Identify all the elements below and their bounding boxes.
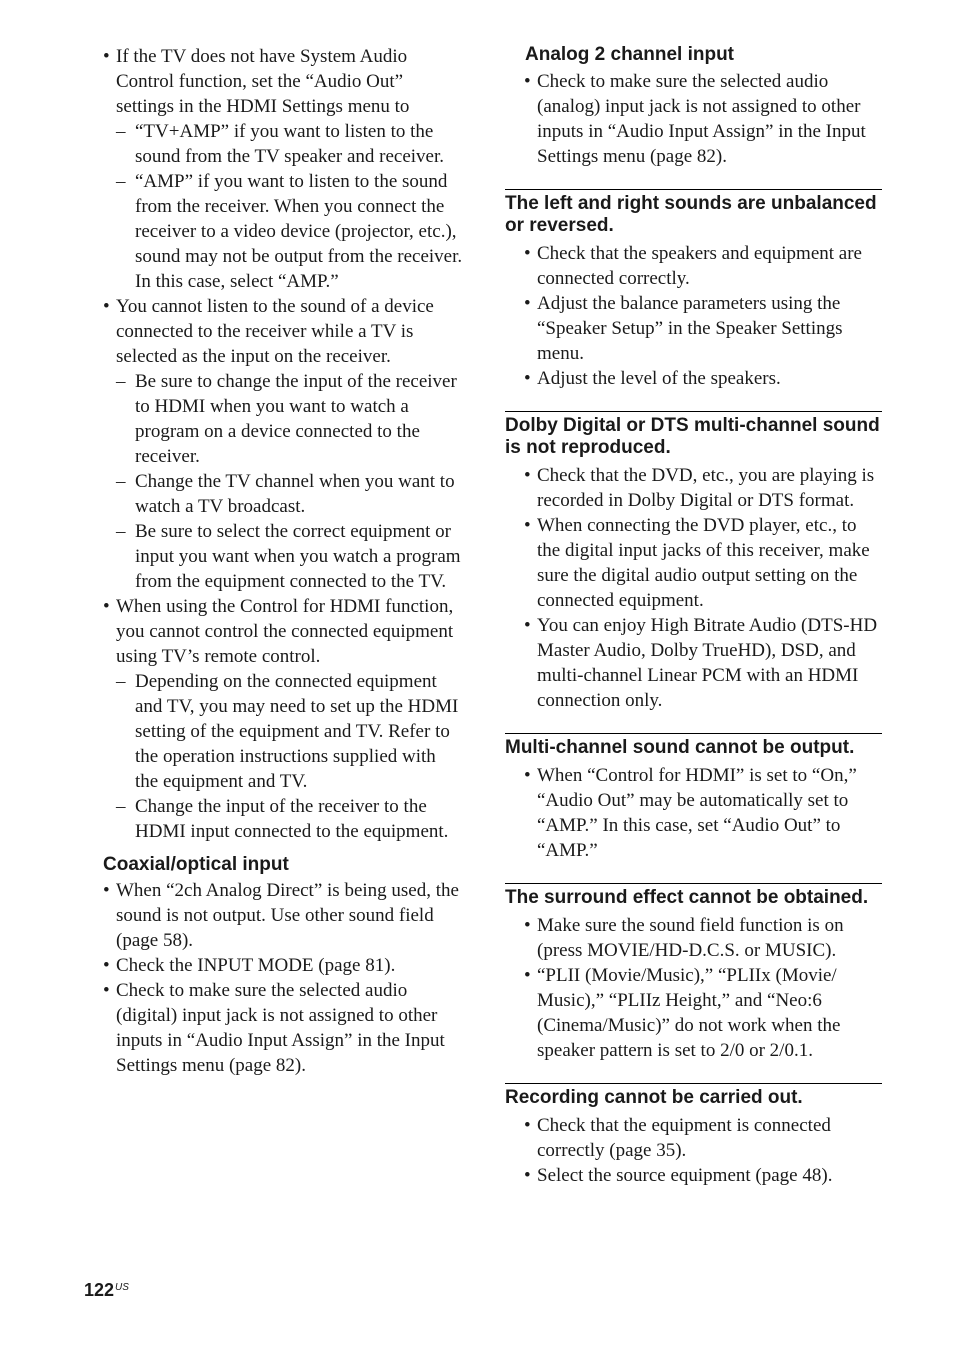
hdmi-subitem: – “TV+AMP” if you want to listen to the sound from the TV speaker and receiver. [103,119,463,169]
section-item: • Select the source equipment (page 48). [505,1163,882,1188]
section-heading: Multi-channel sound cannot be output. [505,737,855,758]
section-item: • You can enjoy High Bitrate Audio (DTS-HD Master Audio, Dolby TrueHD), DSD, and multi-channel Linear PCM with an HDMI connection only. [505,613,882,713]
coaxial-item: • Check the INPUT MODE (page 81). [103,953,463,978]
section-surround [505,883,882,1063]
hdmi-subitem: – Change the input of the receiver to the HDMI input connected to the equipment. [103,794,463,844]
section-item: • When connecting the DVD player, etc., to the digital input jacks of this receiver, make sure the digital audio output setting on the connected equipment. [505,513,882,613]
section-heading: The left and right sounds are unbalanced or reversed. [505,193,877,236]
section-item: • Check that the equipment is connected correctly (page 35). [505,1113,882,1163]
section-item: • Adjust the level of the speakers. [505,366,882,391]
hdmi-subitem: – Be sure to select the correct equipment or input you want when you watch a program from the equipment connected to the TV. [103,519,463,594]
section-item: • Check that the speakers and equipment are connected correctly. [505,241,882,291]
coaxial-item: • When “2ch Analog Direct” is being used, the sound is not output. Use other sound field (page 58). [103,878,463,953]
analog-item: • Check to make sure the selected audio (analog) input jack is not assigned to other inputs in “Audio Input Assign” in the Input Settings menu (page 82). [505,69,882,169]
hdmi-item: • You cannot listen to the sound of a device connected to the receiver while a TV is selected as the input on the receiver. [103,294,463,369]
section-recording [505,1083,882,1188]
section-heading: The surround effect cannot be obtained. [505,887,869,908]
section-heading: Dolby Digital or DTS multi-channel sound is not reproduced. [505,415,880,458]
hdmi-subitem: – “AMP” if you want to listen to the sound from the receiver. When you connect the receiver to a video device (projector, etc.), sound may not be output from the receiver. In this case, select “AMP.” [103,169,463,294]
page-region-suffix: US [115,1282,129,1293]
coaxial-heading: Coaxial/optical input [103,854,289,875]
section-dolby-dts [505,411,882,713]
hdmi-item: • When using the Control for HDMI function, you cannot control the connected equipment using TV’s remote control. [103,594,463,669]
section-unbalanced [505,189,882,391]
hdmi-subitem: – Change the TV channel when you want to watch a TV broadcast. [103,469,463,519]
hdmi-subitem: – Be sure to change the input of the receiver to HDMI when you want to watch a program on a device connected to the receiver. [103,369,463,469]
hdmi-subitem: – Depending on the connected equipment and TV, you may need to set up the HDMI setting of the equipment and TV. Refer to the operation instructions supplied with the equipment and TV. [103,669,463,794]
section-item: • “PLII (Movie/Music),” “PLIIx (Movie/ Music),” “PLIIz Height,” and “Neo:6 (Cinema/Music)” do not work when the speaker pattern is set to 2/0 or 2/0.1. [505,963,882,1063]
right-column [505,44,882,1188]
section-multichannel [505,733,882,863]
section-item: • When “Control for HDMI” is set to “On,” “Audio Out” may be automatically set to “AMP.” In this case, set “Audio Out” to “AMP.” [505,763,882,863]
section-item: • Make sure the sound field function is on (press MOVIE/HD-D.C.S. or MUSIC). [505,913,882,963]
section-item: • Adjust the balance parameters using the “Speaker Setup” in the Speaker Settings menu. [505,291,882,366]
page-number-value: 122 [84,1280,115,1300]
section-item: • Check that the DVD, etc., you are playing is recorded in Dolby Digital or DTS format. [505,463,882,513]
left-column [103,44,463,1078]
section-heading: Recording cannot be carried out. [505,1087,803,1108]
analog-heading: Analog 2 channel input [525,44,735,65]
coaxial-item: • Check to make sure the selected audio (digital) input jack is not assigned to other inputs in “Audio Input Assign” in the Input Settings menu (page 82). [103,978,463,1078]
hdmi-item: • If the TV does not have System Audio Control function, set the “Audio Out” settings in the HDMI Settings menu to [103,44,463,119]
page-number [84,1280,129,1301]
